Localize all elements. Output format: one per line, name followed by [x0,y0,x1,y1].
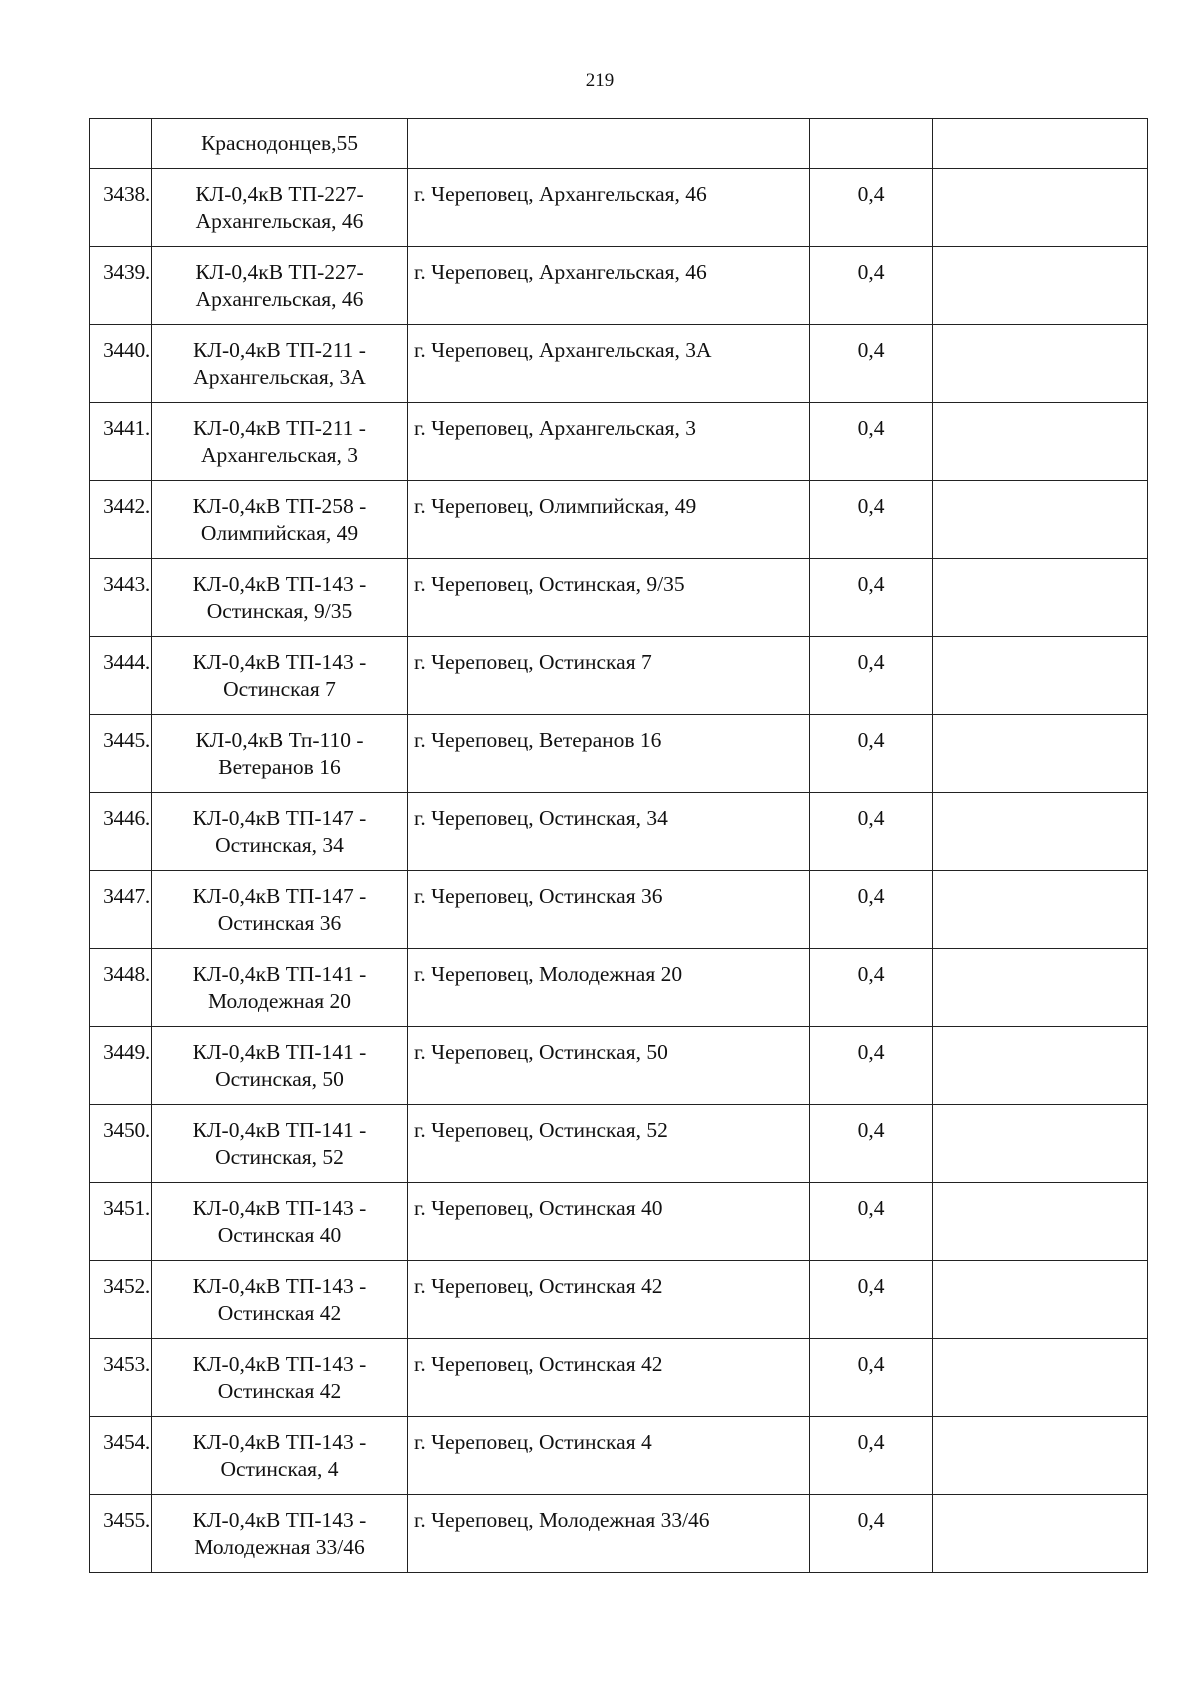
table-row [90,1495,1148,1573]
row-number-cell [90,119,152,169]
voltage-cell: 0,4 [810,1417,933,1495]
line-name-part2: Остинская, 34 [215,833,344,857]
page-number: 219 [585,70,615,91]
address-cell: г. Череповец, Остинская, 34 [408,793,810,871]
line-name-part1: КЛ-0,4кВ ТП-143 - [192,1196,367,1220]
note-cell [933,793,1148,871]
row-number-cell: 3450. [90,1105,152,1183]
table-row [90,715,1148,793]
note-cell [933,871,1148,949]
note-cell [933,325,1148,403]
line-name-part2: Олимпийская, 49 [200,521,359,545]
table-row [90,1183,1148,1261]
voltage-cell: 0,4 [810,1027,933,1105]
voltage-cell: 0,4 [810,559,933,637]
row-number-cell: 3453. [90,1339,152,1417]
line-name-cell [152,1261,408,1339]
voltage-cell: 0,4 [810,871,933,949]
note-cell [933,169,1148,247]
table-row [90,1417,1148,1495]
address-cell: г. Череповец, Архангельская, 3 [408,403,810,481]
line-name-part2: Остинская, 52 [215,1145,344,1169]
line-name-part1: КЛ-0,4кВ ТП-143 - [192,1352,367,1376]
line-name-part2: Архангельская, 46 [195,287,364,311]
note-cell [933,119,1148,169]
line-name-part2: Остинская 36 [217,911,342,935]
line-name-part1: КЛ-0,4кВ Тп-110 - [195,728,364,752]
line-name-part2: Остинская, 9/35 [206,599,353,623]
line-name-part1: КЛ-0,4кВ ТП-141 - [192,962,367,986]
address-cell [408,119,810,169]
line-name-part1: КЛ-0,4кВ ТП-227- [195,182,364,206]
note-cell [933,715,1148,793]
line-name-cell [152,481,408,559]
voltage-cell: 0,4 [810,1495,933,1573]
note-cell [933,403,1148,481]
line-name-part1: КЛ-0,4кВ ТП-147 - [192,884,367,908]
table-row [90,403,1148,481]
line-name-part1: КЛ-0,4кВ ТП-211 - [193,416,366,440]
note-cell [933,1261,1148,1339]
note-cell [933,949,1148,1027]
line-name-part1: КЛ-0,4кВ ТП-258 - [192,494,367,518]
line-name-part1: КЛ-0,4кВ ТП-141 - [192,1040,367,1064]
address-cell: г. Череповец, Архангельская, 46 [408,169,810,247]
line-name-part2: Остинская 7 [223,677,336,701]
address-cell: г. Череповец, Остинская 42 [408,1261,810,1339]
note-cell [933,559,1148,637]
address-cell: г. Череповец, Молодежная 20 [408,949,810,1027]
line-name-part2: Молодежная 33/46 [194,1535,365,1559]
table-row [90,559,1148,637]
table-row [90,1105,1148,1183]
voltage-cell: 0,4 [810,949,933,1027]
row-number-cell: 3452. [90,1261,152,1339]
table-row [90,325,1148,403]
note-cell [933,1339,1148,1417]
table-row [90,169,1148,247]
row-number-cell: 3449. [90,1027,152,1105]
line-name-cell [152,403,408,481]
row-number-cell: 3448. [90,949,152,1027]
voltage-cell: 0,4 [810,325,933,403]
table-row [90,793,1148,871]
row-number-cell: 3439. [90,247,152,325]
address-cell: г. Череповец, Остинская 42 [408,1339,810,1417]
line-name-cell [152,637,408,715]
address-cell: г. Череповец, Архангельская, 3А [408,325,810,403]
line-name-cell [152,1027,408,1105]
table-body [90,119,1148,1573]
note-cell [933,481,1148,559]
line-name-part1: КЛ-0,4кВ ТП-143 - [192,572,367,596]
table-row [90,1027,1148,1105]
address-cell: г. Череповец, Остинская 36 [408,871,810,949]
line-name-part2: Молодежная 20 [207,989,352,1013]
line-name-cell [152,1417,408,1495]
address-cell: г. Череповец, Остинская, 52 [408,1105,810,1183]
line-name-part2: Остинская 42 [217,1301,342,1325]
voltage-cell: 0,4 [810,1339,933,1417]
row-number-cell: 3451. [90,1183,152,1261]
voltage-cell: 0,4 [810,169,933,247]
line-name-part1: КЛ-0,4кВ ТП-211 - [193,338,366,362]
row-number-cell: 3455. [90,1495,152,1573]
note-cell [933,637,1148,715]
row-number-cell: 3446. [90,793,152,871]
line-name-part1: КЛ-0,4кВ ТП-143 - [192,1274,367,1298]
voltage-cell: 0,4 [810,793,933,871]
row-number-cell: 3445. [90,715,152,793]
row-number-cell: 3447. [90,871,152,949]
voltage-cell: 0,4 [810,247,933,325]
continued-row [90,119,1148,169]
row-number-cell: 3443. [90,559,152,637]
line-name-cell [152,949,408,1027]
line-name-cell [152,169,408,247]
note-cell [933,1105,1148,1183]
address-cell: г. Череповец, Остинская 7 [408,637,810,715]
table-row [90,1261,1148,1339]
note-cell [933,1495,1148,1573]
table-row [90,481,1148,559]
row-number-cell: 3442. [90,481,152,559]
voltage-cell [810,119,933,169]
line-name-cell [152,871,408,949]
line-name-cell [152,793,408,871]
note-cell [933,247,1148,325]
row-number-cell: 3454. [90,1417,152,1495]
line-name-part2: Остинская, 4 [220,1457,339,1481]
note-cell [933,1027,1148,1105]
line-name-part1: КЛ-0,4кВ ТП-143 - [192,1508,367,1532]
address-cell: г. Череповец, Архангельская, 46 [408,247,810,325]
line-name-cell [152,325,408,403]
voltage-cell: 0,4 [810,481,933,559]
line-name-part2: Остинская, 50 [215,1067,344,1091]
line-name-cell [152,1495,408,1573]
line-name-part1: КЛ-0,4кВ ТП-143 - [192,1430,367,1454]
line-name-part2: Архангельская, 3А [193,365,366,389]
line-name-cell [152,247,408,325]
cable-lines-table [89,118,1148,1573]
table-row [90,949,1148,1027]
table-row [90,637,1148,715]
voltage-cell: 0,4 [810,403,933,481]
line-name-part2: Архангельская, 3 [201,443,358,467]
table-row [90,247,1148,325]
row-number-cell: 3441. [90,403,152,481]
note-cell [933,1417,1148,1495]
row-number-cell: 3440. [90,325,152,403]
line-name-part2: Ветеранов 16 [218,755,341,779]
line-name-cell [152,1339,408,1417]
line-name-cell [152,1183,408,1261]
line-name-part1: КЛ-0,4кВ ТП-143 - [192,650,367,674]
voltage-cell: 0,4 [810,1105,933,1183]
line-name-cell [152,715,408,793]
voltage-cell: 0,4 [810,637,933,715]
line-name-cell: Краснодонцев,55 [152,119,408,169]
address-cell: г. Череповец, Остинская, 9/35 [408,559,810,637]
line-name-cell [152,559,408,637]
table-row [90,871,1148,949]
address-cell: г. Череповец, Остинская 4 [408,1417,810,1495]
address-cell: г. Череповец, Молодежная 33/46 [408,1495,810,1573]
row-number-cell: 3444. [90,637,152,715]
line-name-cell [152,1105,408,1183]
voltage-cell: 0,4 [810,715,933,793]
note-cell [933,1183,1148,1261]
line-name-part1: КЛ-0,4кВ ТП-141 - [192,1118,367,1142]
table-row [90,1339,1148,1417]
line-name-part1: КЛ-0,4кВ ТП-147 - [192,806,367,830]
voltage-cell: 0,4 [810,1261,933,1339]
line-name-part2: Остинская 42 [217,1379,342,1403]
line-name-part1: КЛ-0,4кВ ТП-227- [195,260,364,284]
address-cell: г. Череповец, Олимпийская, 49 [408,481,810,559]
address-cell: г. Череповец, Остинская, 50 [408,1027,810,1105]
voltage-cell: 0,4 [810,1183,933,1261]
line-name-part2: Остинская 40 [217,1223,342,1247]
address-cell: г. Череповец, Ветеранов 16 [408,715,810,793]
line-name-part2: Архангельская, 46 [195,209,364,233]
address-cell: г. Череповец, Остинская 40 [408,1183,810,1261]
row-number-cell: 3438. [90,169,152,247]
